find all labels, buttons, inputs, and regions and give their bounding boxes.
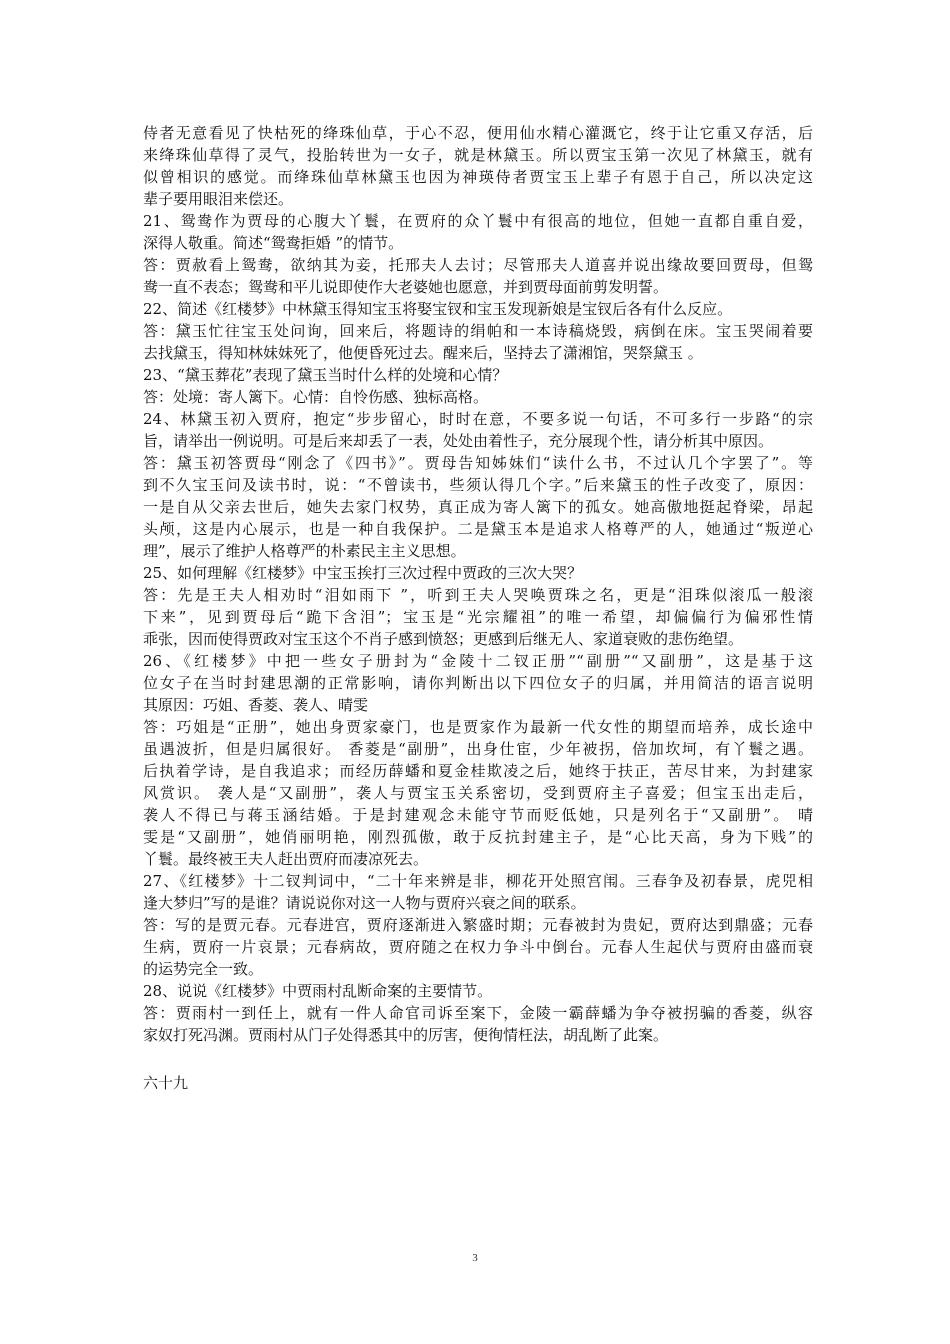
- page-number: 3: [472, 1252, 478, 1264]
- text-line: 旨，请举出一例说明。可是后来却丢了一表，处处由着性子，充分展现个性，请分析其中原因。: [143, 432, 774, 450]
- text-line: 25、如何理解《红楼梦》中宝玉挨打三次过程中贾政的三次大哭？: [143, 564, 583, 582]
- text-line: 答：处境：寄人篱下。心情：自怜伤感、独标高格。: [143, 388, 489, 406]
- paragraph-lines: [143, 122, 813, 1046]
- text-line: 22、简述《红楼梦》中林黛玉得知宝玉将娶宝钗和宝玉发现新娘是宝钗后各有什么反应。: [143, 300, 733, 318]
- text-line: 似曾相识的感觉。而绛珠仙草林黛玉也因为神瑛侍者贾宝玉上辈子有恩于自己，所以决定这: [143, 168, 813, 186]
- text-line: 去找黛玉，得知林妹妹死了，他便昏死过去。醒来后，坚持去了潇湘馆，哭祭黛玉 。: [143, 344, 703, 362]
- text-line: 来绛珠仙草得了灵气，投胎转世为一女子，就是林黛玉。所以贾宝玉第一次见了林黛玉，就有: [143, 146, 813, 164]
- text-line: 其原因：巧姐、香菱、袭人、晴雯: [143, 696, 369, 714]
- text-line: 答：先是王夫人相劝时“泪如雨下 ”，听到王夫人哭唤贾珠之名，更是“泪珠似滚瓜一般滚: [143, 586, 813, 604]
- text-line: 头颅，这是内心展示，也是一种自我保护。二是黛玉本是追求人格尊严的人，她通过“叛逆心: [143, 520, 813, 538]
- text-line: 鸯一直不表态；鸳鸯和平儿说即使作大老婆她也愿意，并到贾母面前剪发明誓。: [143, 278, 669, 296]
- text-line: 生病，贾府一片哀景；元春病故，贾府随之在权力争斗中倒台。元春人生起伏与贾府由盛而衰: [143, 938, 813, 956]
- text-line: 家奴打死冯渊。贾雨村从门子处得悉其中的厉害，便徇情枉法，胡乱断了此案。: [143, 1026, 669, 1044]
- text-line: 乖张，因而使得贾政对宝玉这个不肖子感到愤怒；更感到后继无人、家道衰败的悲伤绝望。: [143, 630, 744, 648]
- text-line: 虽遇波折，但是归属很好。 香菱是“副册”，出身仕宦，少年被拐，倍加坎坷，有丫鬟之遇。: [143, 740, 813, 758]
- text-line: 答：贾赦看上鸳鸯，欲纳其为妾，托邢夫人去讨；尽管邢夫人道喜并说出缘故要回贾母，但鸳: [143, 256, 813, 274]
- section-end-label: 六十九: [143, 1074, 189, 1092]
- text-line: 深得人敬重。简述“鸳鸯拒婚 ”的情节。: [143, 234, 404, 252]
- text-line: 答：巧姐是“正册”，她出身贾家豪门，也是贾家作为最新一代女性的期望而培养，成长途中: [143, 718, 813, 736]
- text-line: 风赏识。 袭人是“又副册”，袭人与贾宝玉关系密切，受到贾府主子喜爱；但宝玉出走后，: [143, 784, 813, 802]
- text-line: 24、林黛玉初入贾府，抱定“步步留心，时时在意，不要多说一句话，不可多行一步路“的宗: [143, 410, 813, 428]
- text-line: 21、鸳鸯作为贾母的心腹大丫鬟，在贾府的众丫鬟中有很高的地位，但她一直都自重自爱，: [143, 212, 813, 230]
- text-line: 位女子在当时封建思潮的正常影响，请你判断出以下四位女子的归属，并用简洁的语言说明: [143, 674, 813, 692]
- text-line: 逢大梦归”写的是谁？请说说你对这一人物与贾府兴衰之间的联系。: [143, 894, 586, 912]
- text-line: 辈子要用眼泪来偿还。: [143, 190, 294, 208]
- text-line: 到不久宝玉问及读书时，说：“不曾读书，些须认得几个字。”后来黛玉的性子改变了，原因：: [143, 476, 813, 494]
- blank-gap: [143, 1046, 813, 1072]
- text-line: 答：黛玉初答贾母“刚念了《四书》”。贾母告知姊妹们“读什么书，不过认几个字罢了”。等: [143, 454, 813, 472]
- text-line: 理”，展示了维护人格尊严的朴素民主主义思想。: [143, 542, 466, 560]
- text-line: 的运势完全一致。: [143, 960, 264, 978]
- text-line: 28、说说《红楼梦》中贾雨村乱断命案的主要情节。: [143, 982, 493, 1000]
- text-line: 23、“黛玉葬花”表现了黛玉当时什么样的处境和心情？: [143, 366, 508, 384]
- text-line: 答：黛玉忙往宝玉处问询，回来后，将题诗的绢帕和一本诗稿烧毁，病倒在床。宝玉哭闹着要: [143, 322, 813, 340]
- text-line: 侍者无意看见了快枯死的绛珠仙草，于心不忍，便用仙水精心灌溉它，终于让它重又存活，后: [143, 124, 813, 142]
- text-line: 袭人不得已与蒋玉涵结婚。于是封建观念未能守节而贬低她，只是列名于“又副册”。 晴: [143, 806, 813, 824]
- text-line: 27、《红楼梦》十二钗判词中，“二十年来辨是非，柳花开处照宫闱。三春争及初春景，虎兕相: [143, 872, 813, 890]
- text-line: 丫鬟。最终被王夫人赶出贾府而凄凉死去。: [143, 850, 429, 868]
- text-line: 后执着学诗，是自我追求；而经历薛蟠和夏金桂欺凌之后，她终于扶正，苦尽甘来，为封建家: [143, 762, 813, 780]
- text-line: 答：写的是贾元春。元春进宫，贾府逐渐进入繁盛时期；元春被封为贵妃，贾府达到鼎盛；元春: [143, 916, 813, 934]
- document-body: [143, 122, 813, 1094]
- text-line: 下来”，见到贾母后“跪下含泪”；宝玉是“光宗耀祖”的唯一希望，却偏偏行为偏邪性情: [143, 608, 813, 626]
- text-line: 一是自从父亲去世后，她失去家门权势，真正成为寄人篱下的孤女。她高傲地挺起脊梁，昂起: [143, 498, 813, 516]
- text-line: 26、《红楼梦》中把一些女子册封为“金陵十二钗正册”“副册”“又副册”，这是基于这: [143, 652, 813, 670]
- text-line: 雯是“又副册”，她俏丽明艳，刚烈孤傲，敢于反抗封建主子，是“心比天高，身为下贱”的: [143, 828, 813, 846]
- text-line: 答：贾雨村一到任上，就有一件人命官司诉至案下，金陵一霸薛蟠为争夺被拐骗的香菱，纵容: [143, 1004, 813, 1022]
